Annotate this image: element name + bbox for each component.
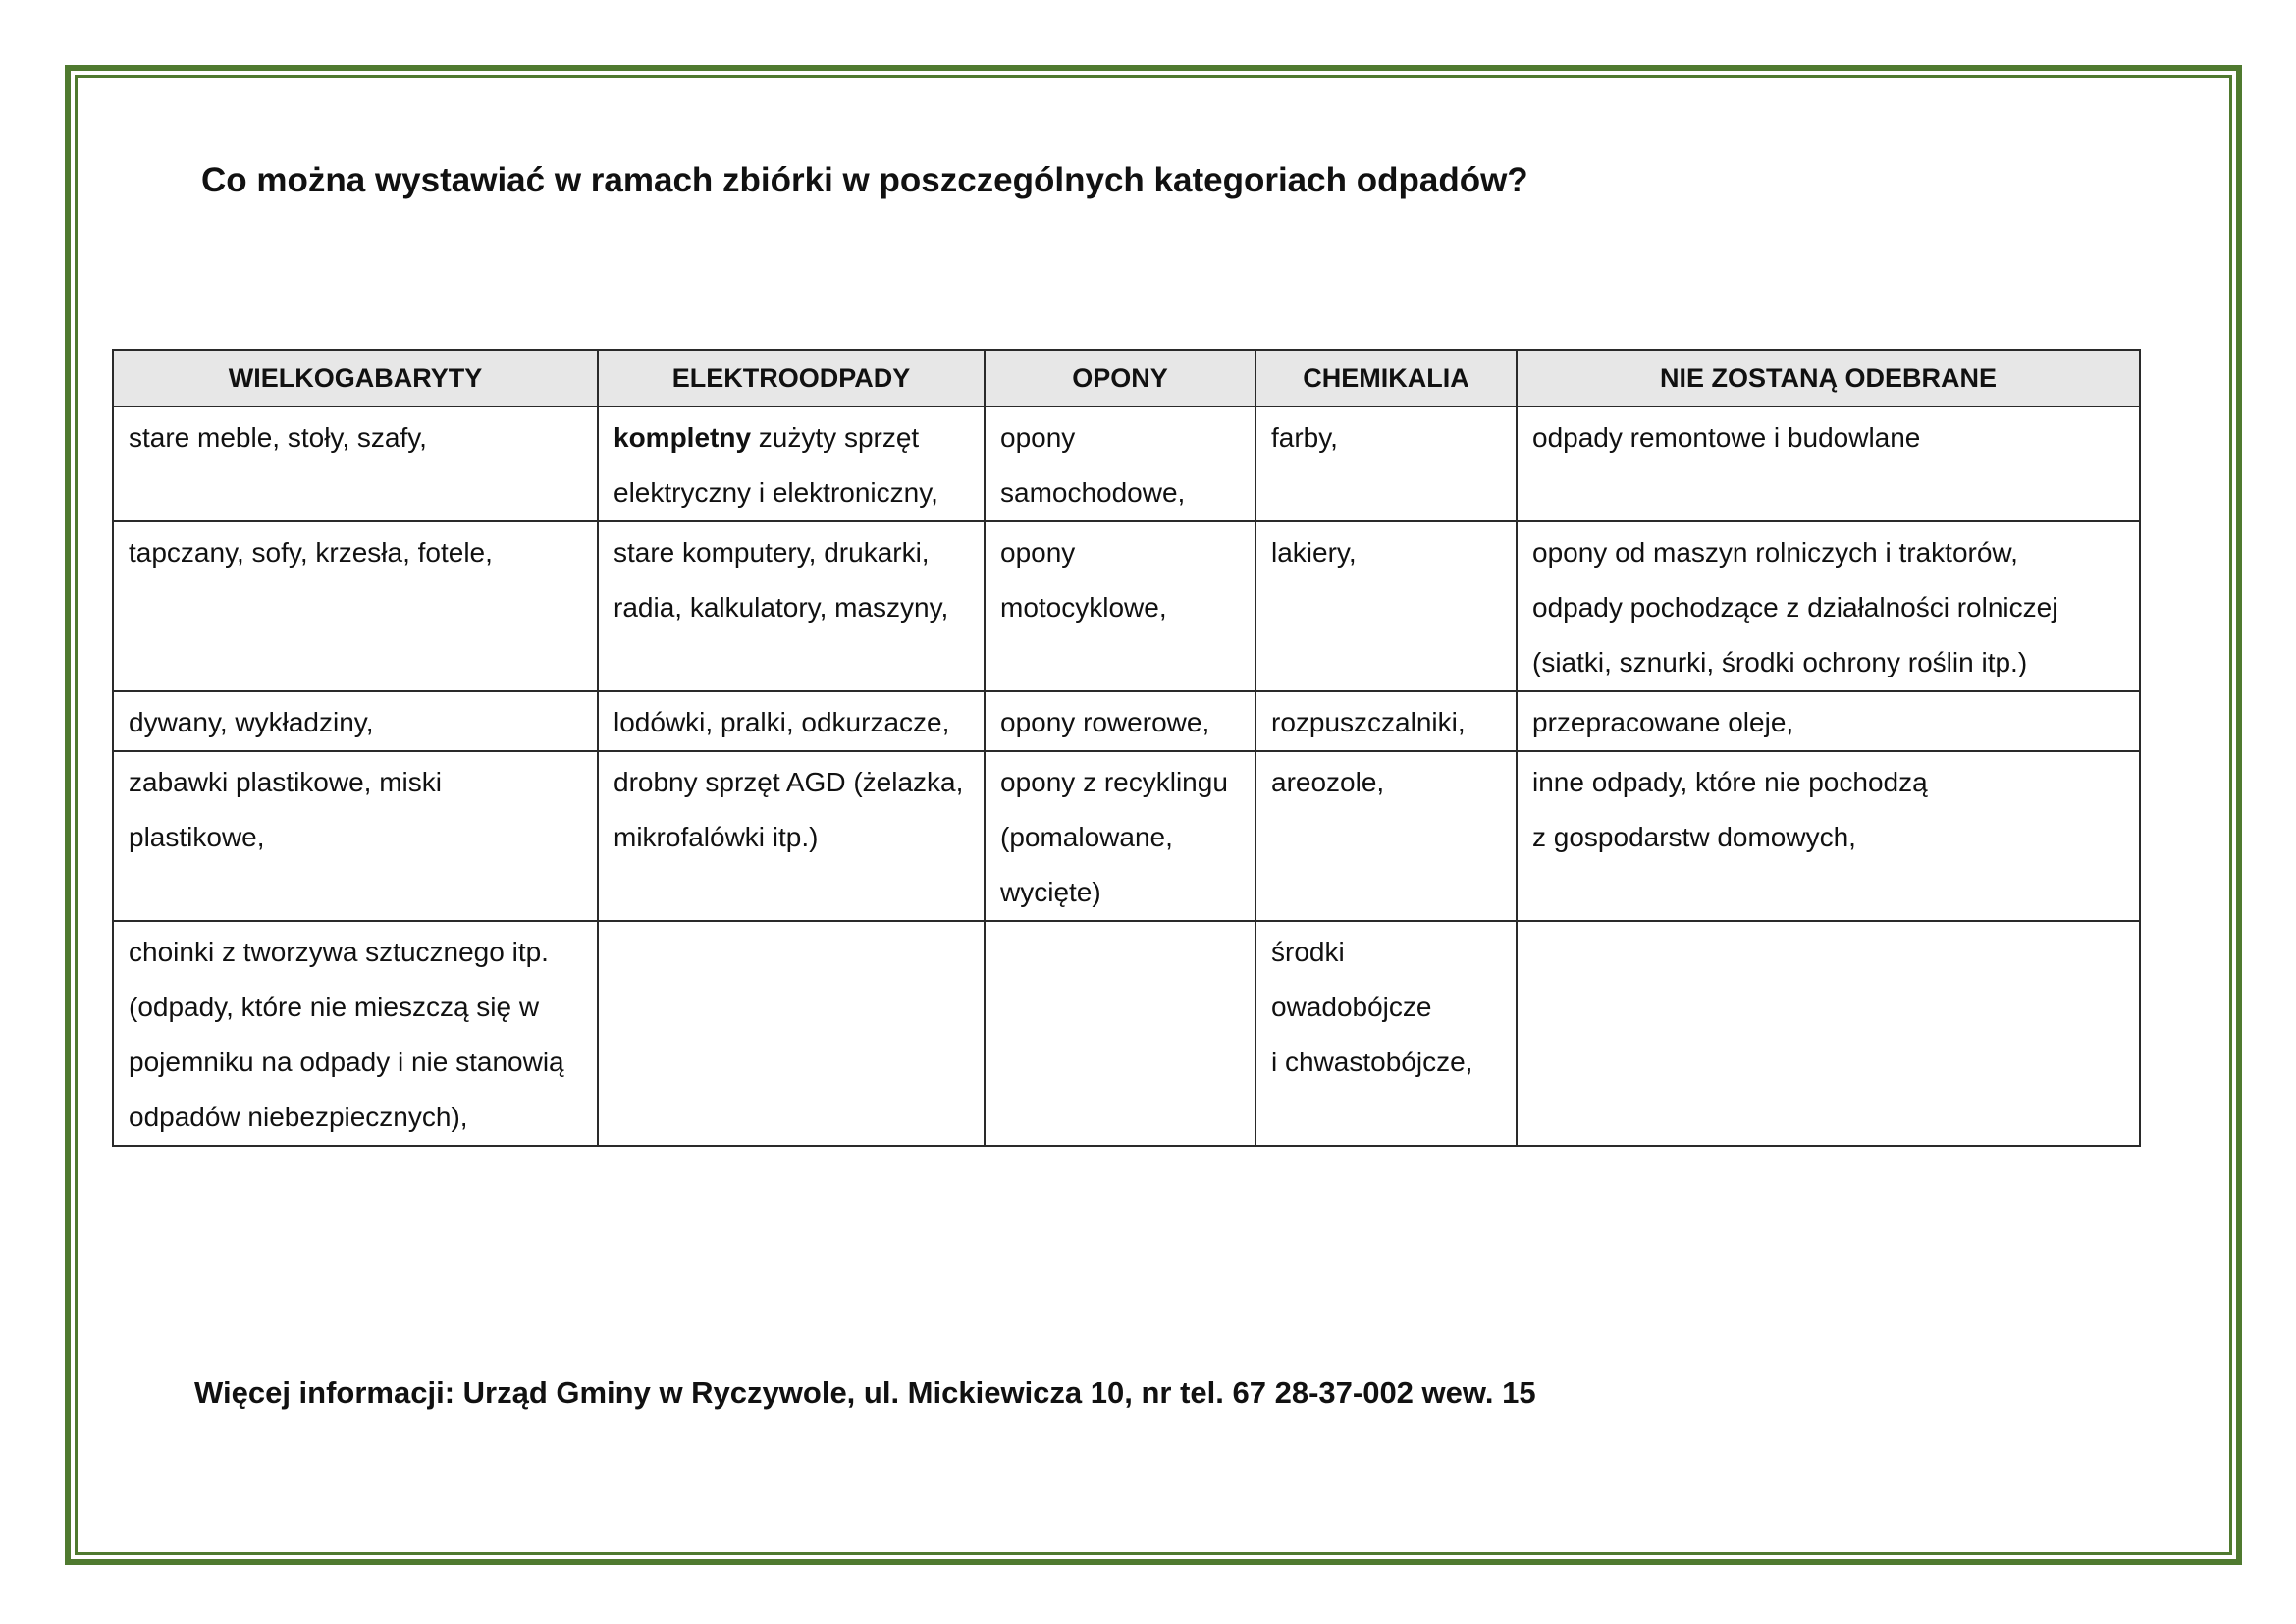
cell-chemikalia: lakiery, [1255, 521, 1517, 691]
cell-chemikalia: farby, [1255, 406, 1517, 521]
cell-wielkogabaryty: choinki z tworzywa sztucznego itp. (odpady, które nie mieszczą się w pojemniku na odpady i nie stanowią odpadów niebezpiecznych), [113, 921, 598, 1146]
header-opony: OPONY [985, 350, 1255, 406]
header-wielkogabaryty: WIELKOGABARYTY [113, 350, 598, 406]
cell-wielkogabaryty: stare meble, stoły, szafy, [113, 406, 598, 521]
table-row [113, 521, 2140, 691]
cell-nie-zostana-odebrane: inne odpady, które nie pochodzą z gospodarstw domowych, [1517, 751, 2140, 921]
cell-elektroodpady: drobny sprzęt AGD (żelazka, mikrofalówki itp.) [598, 751, 985, 921]
cell-nie-zostana-odebrane: opony od maszyn rolniczych i traktorów, odpady pochodzące z działalności rolniczej (siatki, sznurki, środki ochrony roślin itp.) [1517, 521, 2140, 691]
table-row [113, 921, 2140, 1146]
cell-wielkogabaryty: tapczany, sofy, krzesła, fotele, [113, 521, 598, 691]
waste-categories-table [112, 349, 2141, 1147]
cell-wielkogabaryty: dywany, wykładziny, [113, 691, 598, 751]
header-nie-zostana-odebrane: NIE ZOSTANĄ ODEBRANE [1517, 350, 2140, 406]
cell-wielkogabaryty: zabawki plastikowe, miski plastikowe, [113, 751, 598, 921]
cell-elektroodpady: kompletny zużyty sprzęt elektryczny i elektroniczny, [598, 406, 985, 521]
cell-opony: opony rowerowe, [985, 691, 1255, 751]
page-title: Co można wystawiać w ramach zbiórki w poszczególnych kategoriach odpadów? [201, 161, 1528, 199]
cell-opony: opony z recyklingu (pomalowane, wycięte) [985, 751, 1255, 921]
table-row [113, 751, 2140, 921]
contact-info: Więcej informacji: Urząd Gminy w Ryczywole, ul. Mickiewicza 10, nr tel. 67 28-37-002 wew. 15 [194, 1376, 1536, 1410]
header-chemikalia: CHEMIKALIA [1255, 350, 1517, 406]
cell-elektroodpady: lodówki, pralki, odkurzacze, [598, 691, 985, 751]
header-elektroodpady: ELEKTROODPADY [598, 350, 985, 406]
cell-chemikalia: areozole, [1255, 751, 1517, 921]
cell-opony: opony motocyklowe, [985, 521, 1255, 691]
cell-nie-zostana-odebrane: odpady remontowe i budowlane [1517, 406, 2140, 521]
cell-opony: opony samochodowe, [985, 406, 1255, 521]
table-header-row [113, 350, 2140, 406]
cell-nie-zostana-odebrane: przepracowane oleje, [1517, 691, 2140, 751]
emphasis-text: kompletny [614, 422, 752, 453]
cell-elektroodpady [598, 921, 985, 1146]
cell-opony [985, 921, 1255, 1146]
cell-nie-zostana-odebrane [1517, 921, 2140, 1146]
cell-chemikalia: rozpuszczalniki, [1255, 691, 1517, 751]
table-row [113, 691, 2140, 751]
cell-chemikalia: środki owadobójcze i chwastobójcze, [1255, 921, 1517, 1146]
table-row [113, 406, 2140, 521]
cell-elektroodpady: stare komputery, drukarki, radia, kalkulatory, maszyny, [598, 521, 985, 691]
